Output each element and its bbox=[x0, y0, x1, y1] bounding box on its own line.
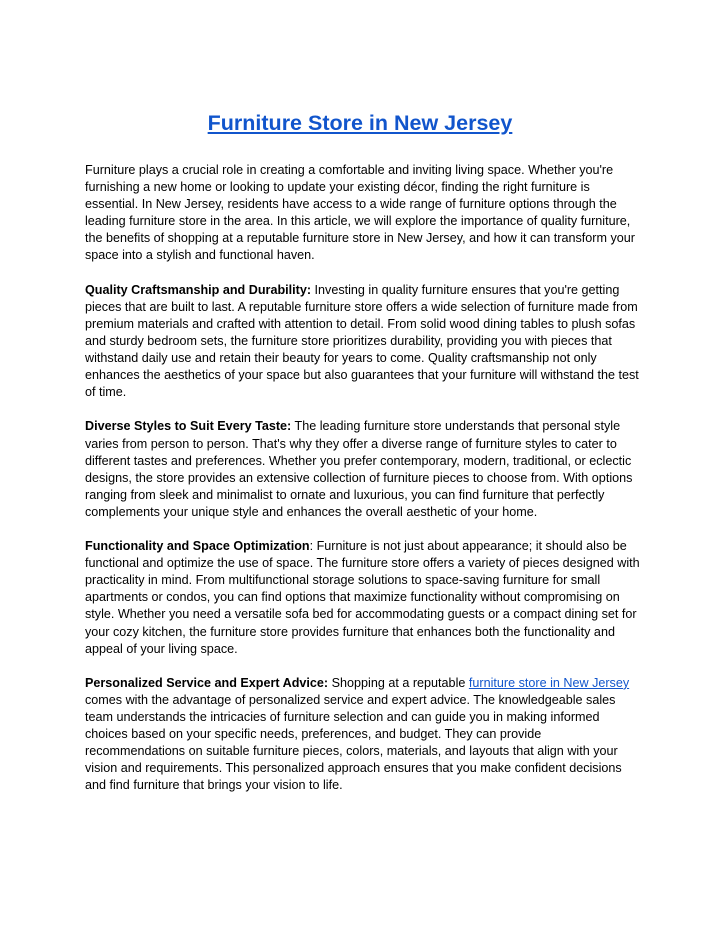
page-title bbox=[0, 109, 720, 137]
furniture-store-link[interactable]: furniture store in New Jersey bbox=[468, 675, 630, 690]
section-heading: Functionality and Space Optimization bbox=[85, 539, 310, 554]
section-heading: Quality Craftsmanship and Durability: bbox=[85, 282, 312, 297]
section-personalized-service bbox=[85, 675, 641, 795]
section-heading: Personalized Service and Expert Advice: bbox=[85, 675, 329, 690]
section-body: : Furniture is not just about appearance; it should also be functional and optimize the use of space. The furniture store offers a variety of pieces designed with practicality in mind. From multifunctional storage solutions to space-saving furniture for small apartments or condos, you can find options that maximize functionality without compromising on style. Whether you need a versatile sofa bed for accommodating guests or a compact dining set for your cozy kitchen, the furniture store provides furniture that enhances both the functionality and appeal of your living space. bbox=[85, 539, 640, 656]
document-body bbox=[85, 162, 641, 812]
section-body: The leading furniture store understands that personal style varies from person to person. That's why they offer a diverse range of furniture styles to cater to different tastes and preferences. Whether you prefer contemporary, modern, traditional, or eclectic designs, the store provides an extensive collection of furniture pieces to choose from. With options ranging from sleek and minimalist to ornate and luxurious, you can find furniture that perfectly complements your unique style and enhances the overall aesthetic of your home. bbox=[85, 419, 633, 519]
section-quality-craftsmanship bbox=[85, 282, 641, 402]
section-body-after-link: comes with the advantage of personalized service and expert advice. The knowledgeable sales team understands the intricacies of furniture selection and can guide you in making informed choices based on your specific needs, preferences, and budget. They can provide recommendations on suitable furniture pieces, colors, materials, and layouts that align with your vision and requirements. This personalized approach ensures that you make confident decisions and find furniture that brings your vision to life. bbox=[85, 692, 622, 793]
title-link[interactable]: Furniture Store in New Jersey bbox=[207, 111, 513, 135]
section-heading: Diverse Styles to Suit Every Taste: bbox=[85, 419, 292, 434]
section-body: Investing in quality furniture ensures that you're getting pieces that are built to last. A reputable furniture store offers a wide selection of furniture made from premium materials and crafted with attention to detail. From solid wood dining tables to plush sofas and sturdy bedroom sets, the furniture store prioritizes durability, providing you with pieces that withstand daily use and retain their beauty for years to come. Quality craftsmanship not only enhances the aesthetics of your space but also guarantees that your furniture will withstand the test of time. bbox=[85, 282, 639, 400]
section-diverse-styles bbox=[85, 418, 641, 521]
intro-paragraph: Furniture plays a crucial role in creating a comfortable and inviting living space. Whether you're furnishing a new home or looking to update your existing décor, finding the right furniture is essential. In New Jersey, residents have access to a wide range of furniture options through the leading furniture store in the area. In this article, we will explore the importance of quality furniture, the benefits of shopping at a reputable furniture store in New Jersey, and how it can transform your space into a stylish and functional haven. bbox=[85, 163, 635, 263]
section-body-before-link: Shopping at a reputable bbox=[328, 675, 469, 690]
section-functionality bbox=[85, 538, 641, 658]
